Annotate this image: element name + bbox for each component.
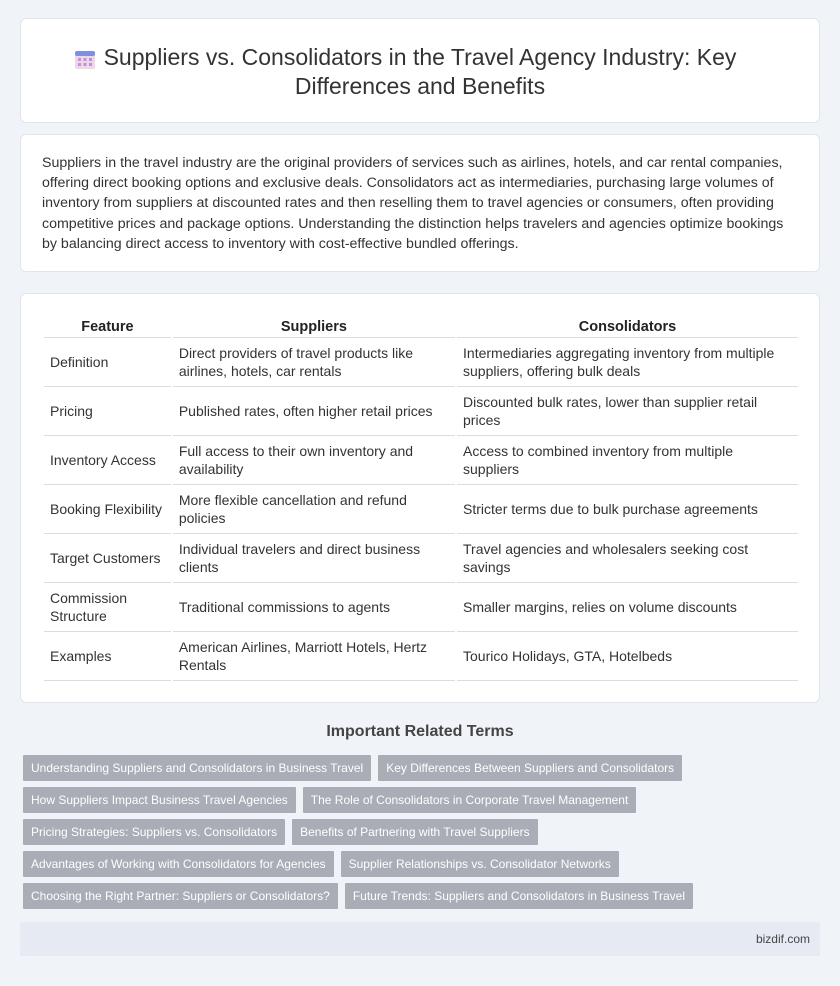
related-terms-list [23, 755, 703, 915]
related-term-link[interactable]: Pricing Strategies: Suppliers vs. Consolidators [23, 819, 285, 845]
page-title: Suppliers vs. Consolidators in the Travel Agency Industry: Key Differences and Benefits [103, 44, 737, 99]
table-row [44, 338, 798, 387]
feature-cell: Commission Structure [44, 583, 171, 632]
consolidators-cell: Discounted bulk rates, lower than supplier retail prices [457, 387, 798, 436]
consolidators-cell: Stricter terms due to bulk purchase agreements [457, 485, 798, 534]
column-header-suppliers: Suppliers [173, 316, 455, 338]
consolidators-cell: Access to combined inventory from multiple suppliers [457, 436, 798, 485]
related-term-link[interactable]: Supplier Relationships vs. Consolidator Networks [341, 851, 619, 877]
footer [20, 922, 820, 956]
suppliers-cell: Direct providers of travel products like airlines, hotels, car rentals [173, 338, 455, 387]
feature-cell: Definition [44, 338, 171, 387]
comparison-table [42, 316, 800, 681]
intro-paragraph: Suppliers in the travel industry are the original providers of services such as airlines, hotels, and car rental companies, offering direct booking options and exclusive deals. Consolidators act as intermediaries, purchasing large volumes of inventory from suppliers at discounted rates and then reselling them to travel agencies or consumers, often providing competitive prices and package options. Understanding the distinction helps travelers and agencies optimize bookings by balancing direct access to inventory with cost-effective bundled offerings. [42, 155, 784, 252]
table-header-row [44, 316, 798, 338]
table-row [44, 632, 798, 681]
related-term-link[interactable]: The Role of Consolidators in Corporate Travel Management [303, 787, 637, 813]
table-row [44, 387, 798, 436]
column-header-feature: Feature [44, 316, 171, 338]
tag-row [23, 851, 703, 877]
header-card [20, 18, 820, 123]
related-term-link[interactable]: Key Differences Between Suppliers and Consolidators [378, 755, 682, 781]
related-term-link[interactable]: Future Trends: Suppliers and Consolidators in Business Travel [345, 883, 693, 909]
intro-card [20, 134, 820, 272]
tag-row [23, 787, 703, 813]
consolidators-cell: Smaller margins, relies on volume discounts [457, 583, 798, 632]
tag-row [23, 883, 703, 909]
table-row [44, 534, 798, 583]
related-terms-heading: Important Related Terms [326, 723, 514, 740]
comparison-table-card [20, 293, 820, 703]
related-term-link[interactable]: Understanding Suppliers and Consolidators in Business Travel [23, 755, 371, 781]
table-row [44, 583, 798, 632]
tag-row [23, 819, 703, 845]
related-term-link[interactable]: Advantages of Working with Consolidators for Agencies [23, 851, 334, 877]
feature-cell: Pricing [44, 387, 171, 436]
consolidators-cell: Tourico Holidays, GTA, Hotelbeds [457, 632, 798, 681]
column-header-consolidators: Consolidators [457, 316, 798, 338]
suppliers-cell: Individual travelers and direct business clients [173, 534, 455, 583]
suppliers-cell: American Airlines, Marriott Hotels, Hertz Rentals [173, 632, 455, 681]
tag-row [23, 755, 703, 781]
feature-cell: Inventory Access [44, 436, 171, 485]
related-term-link[interactable]: Benefits of Partnering with Travel Suppliers [292, 819, 537, 845]
suppliers-cell: More flexible cancellation and refund policies [173, 485, 455, 534]
consolidators-cell: Travel agencies and wholesalers seeking cost savings [457, 534, 798, 583]
suppliers-cell: Full access to their own inventory and availability [173, 436, 455, 485]
table-row [44, 485, 798, 534]
suppliers-cell: Published rates, often higher retail prices [173, 387, 455, 436]
suppliers-cell: Traditional commissions to agents [173, 583, 455, 632]
related-term-link[interactable]: Choosing the Right Partner: Suppliers or Consolidators? [23, 883, 338, 909]
feature-cell: Examples [44, 632, 171, 681]
table-row [44, 436, 798, 485]
feature-cell: Target Customers [44, 534, 171, 583]
related-term-link[interactable]: How Suppliers Impact Business Travel Agencies [23, 787, 296, 813]
footer-site-link[interactable]: bizdif.com [755, 932, 810, 946]
feature-cell: Booking Flexibility [44, 485, 171, 534]
consolidators-cell: Intermediaries aggregating inventory from multiple suppliers, offering bulk deals [457, 338, 798, 387]
